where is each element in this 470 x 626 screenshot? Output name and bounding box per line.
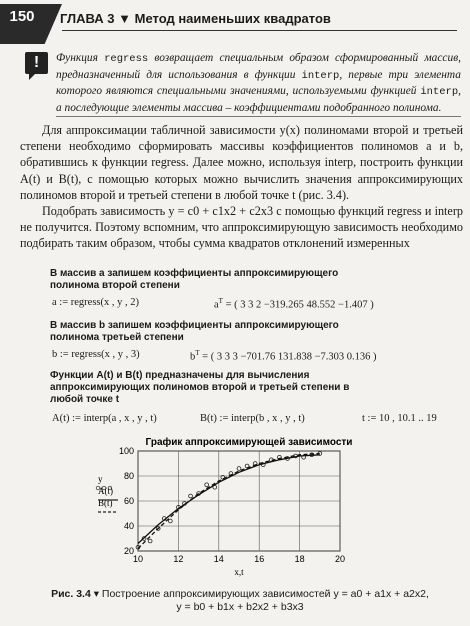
y-tick-label: 60 (123, 496, 134, 506)
data-point-y (148, 539, 152, 543)
x-tick-label: 20 (334, 554, 346, 564)
fig-text-1a: В массив а запишем коэффициенты аппроксимирующего (50, 268, 339, 279)
data-point-y (189, 494, 193, 498)
fig-text-2b: полинома третьей степени (50, 332, 184, 343)
y-tick-label: 40 (123, 521, 134, 531)
series-line-A (138, 455, 320, 544)
fig-math-3a: A(t) := interp(a , x , y , t) (52, 413, 157, 424)
fig-math-3c: t := 10 , 10.1 .. 19 (362, 413, 437, 424)
figure-caption: Рис. 3.4 ▾ Построение аппроксимирующих зависимостей y = a0 + a1x + a2x2, y = b0 + b1x + b2x2 + b3x3 (51, 588, 429, 613)
y-tick-label: 20 (123, 546, 134, 556)
fig-text-1b: полинома второй степени (50, 280, 180, 291)
fig-text-3a: Функции A(t) и B(t) предназначены для вычисления (50, 370, 310, 381)
x-tick-label: 18 (294, 554, 305, 564)
x-tick-label: 16 (254, 554, 265, 564)
y-axis-label-item: B(t) (98, 498, 113, 508)
fig-math-3b: B(t) := interp(b , x , y , t) (200, 413, 305, 424)
fig-math-2: b := regress(x , y , 3) (52, 349, 140, 360)
paragraph-1: Для аппроксимации табличной зависимости y(x) полиномами второй и третьей степени необходимо сформировать массивы коэффициентов полиномов a и b, обратившись к функции regress. Далее можно, используя interp, построить функции A(t) и B(t), с помощью которых можно вычислить значения аппроксимирующих полиномов второй и третьей степени в любой точке t (рис. 3.4). (20, 123, 463, 202)
x-tick-label: 14 (213, 554, 224, 564)
fig-text-3b: аппроксимирующих полиномов второй и третьей степени в (50, 382, 350, 393)
fig-math-1: a := regress(x , y , 2) (52, 297, 139, 308)
chapter-title: ГЛАВА 3 ▼ Метод наименьших квадратов (60, 11, 331, 26)
exclamation-icon: ! (25, 52, 48, 74)
y-axis-label-item: y (98, 474, 103, 484)
page-number: 150 (9, 8, 35, 25)
x-axis-label: x,t (234, 567, 244, 577)
x-tick-label: 10 (132, 554, 144, 564)
data-point-y (205, 483, 209, 487)
paragraph-2: Подобрать зависимость y = c0 + c1x2 + c2x3 с помощью функций regress и interp не получится. Поэтому вспомним, что аппроксимирующую зависимость необходимо подбирать таким образом, чтобы сумма квадратов отклонений измеренных (20, 204, 463, 251)
fig-text-3c: любой точке t (50, 394, 120, 405)
data-point-y (237, 467, 241, 471)
y-tick-label: 100 (118, 446, 134, 456)
data-point-y (168, 519, 172, 523)
note-text: Функция regress возвращает специальным образом сформированный массив, предназначенный для использования в функции interp, первые три элемента которого являются специальными значениями, используемыми функцией interp, а последующие элементы массива – коэффициентами подобранного полинома. (56, 52, 461, 114)
y-tick-label: 80 (123, 471, 134, 481)
chart-title: График аппроксимирующей зависимости (145, 437, 353, 448)
x-tick-label: 12 (173, 554, 184, 564)
fig-text-2a: В массив b запишем коэффициенты аппроксимирующего (50, 320, 339, 331)
fig-result-2: $b^T$ = ( 3 3 3 −701.76 131.838 −7.303 0.136 ) (190, 349, 377, 363)
y-axis-label-item: A(t) (98, 486, 113, 496)
fig-result-1: $a^T$ = ( 3 3 2 −319.265 48.552 −1.407 ) (214, 297, 374, 311)
